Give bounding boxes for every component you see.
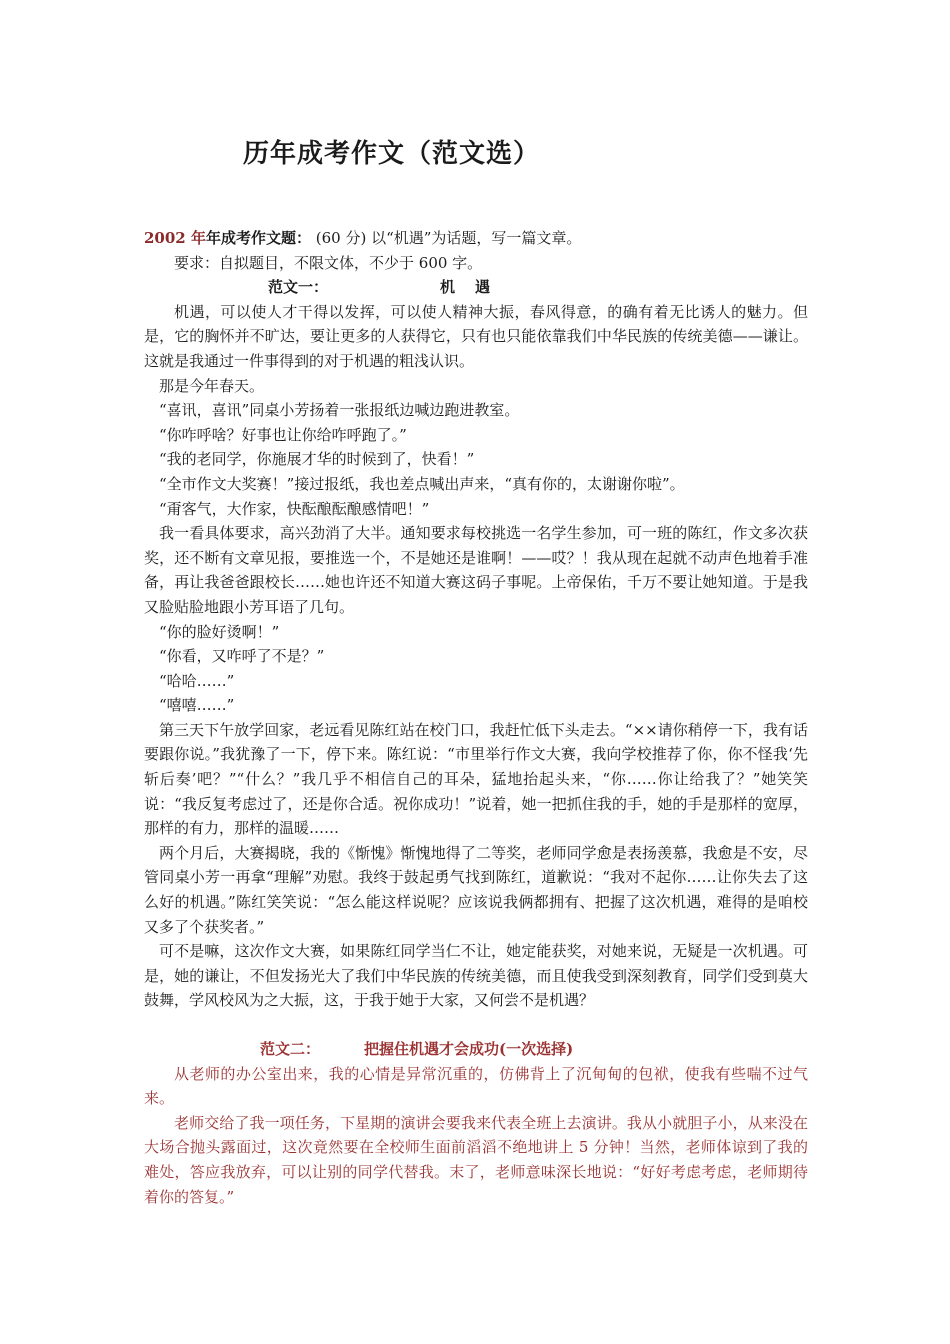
essay1-paragraph: “哈哈……” — [159, 671, 235, 690]
essay1-paragraph: 可不是嘛，这次作文大赛，如果陈红同学当仁不让，她定能获奖，对她来说，无疑是一次机遇。可是，她的谦让，不但发扬光大了我们中华民族的传统美德，而且使我受到深刻教育，同学们受到莫大鼓舞，学风校风为之大振，这，于我于她于大家，又何尝不是机遇？ — [144, 942, 808, 1010]
essay2-paragraph: 老师交给了我一项任务，下星期的演讲会要我来代表全班上去演讲。我从小就胆子小，从来没在大场合抛头露面过，这次竟然要在全校师生面前滔滔不绝地讲上 5 分钟！当然，老师体谅到了我的难处，答应我放弃，可以让别的同学代替我。末了，老师意味深长地说：“好好考虑考虑，老师期待着你的答复。” — [144, 1113, 808, 1206]
document-body — [144, 226, 808, 1209]
document-title: 历年成考作文（范文选） — [243, 139, 541, 169]
essay1-paragraph: “我的老同学，你施展才华的时候到了，快看！” — [159, 450, 475, 469]
requirement-line: 要求：自拟题目，不限文体，不少于 600 字。 — [174, 253, 483, 272]
essay1-paragraph: “你看，又咋呼了不是？” — [159, 647, 325, 666]
essay2-paragraph: 从老师的办公室出来，我的心情是异常沉重的，仿佛背上了沉甸甸的包袱，使我有些喘不过气来。 — [144, 1064, 808, 1108]
essay1-paragraph: 机遇，可以使人才干得以发挥，可以使人精神大振，春风得意，的确有着无比诱人的魅力。但是，它的胸怀并不旷达，要让更多的人获得它，只有也只能依靠我们中华民族的传统美德——谦让。这就是我通过一件事得到的对于机遇的粗浅认识。 — [144, 302, 808, 370]
essay1-paragraph: “你的脸好烫啊！” — [159, 622, 280, 641]
essay1-paragraph: “甭客气，大作家，快酝酿酝酿感情吧！” — [159, 499, 430, 518]
topic-label: 年成考作文题： — [205, 229, 311, 247]
essay2-heading — [144, 1037, 808, 1062]
essay1-label: 范文一： — [268, 278, 329, 297]
essay1-paragraph: 那是今年春天。 — [159, 376, 265, 395]
topic-year: 2002 年 — [144, 229, 206, 247]
essay1-heading — [144, 275, 808, 300]
essay1-title: 机遇 — [440, 278, 511, 297]
essay1-paragraph: 两个月后，大赛揭晓，我的《惭愧》惭愧地得了二等奖，老师同学愈是表扬羡慕，我愈是不安，尽管同桌小芳一再拿“理解”劝慰。我终于鼓起勇气找到陈红，道歉说：“我对不起你……让你失去了这么好的机遇。”陈红笑笑说：“怎么能这样说呢？应该说我俩都拥有、把握了这次机遇，难得的是咱校又多了个获奖者。” — [144, 843, 808, 936]
essay1-paragraph: 我一看具体要求，高兴劲消了大半。通知要求每校挑选一名学生参加，可一班的陈红，作文多次获奖，还不断有文章见报，要推选一个，不是她还是谁啊！——哎？！我从现在起就不动声色地着手准备，再让我爸爸跟校长……她也许还不知道大赛这码子事呢。上帝保佑，千万不要让她知道。于是我又脸贴脸地跟小芳耳语了几句。 — [144, 524, 808, 616]
essay1-paragraph: “喜讯，喜讯”同桌小芳扬着一张报纸边喊边跑进教室。 — [159, 401, 520, 420]
essay1-paragraph: “嘻嘻……” — [159, 696, 235, 715]
topic-text: (60 分) 以“机遇”为话题，写一篇文章。 — [311, 229, 582, 247]
essay1-paragraph: 第三天下午放学回家，老远看见陈红站在校门口，我赶忙低下头走去。“××请你稍停一下，我有话要跟你说。”我犹豫了一下，停下来。陈红说：“市里举行作文大赛，我向学校推荐了你，你不怪我‘先斩后奏’吧？”“什么？”我几乎不相信自己的耳朵，猛地抬起头来，“你……你让给我了？”她笑笑说：“我反复考虑过了，还是你合适。祝你成功！”说着，她一把抓住我的手，她的手是那样的宽厚，那样的有力，那样的温暖…… — [144, 720, 808, 838]
topic-line — [144, 226, 808, 251]
essay2-title: 把握住机遇才会成功(一次选择) — [364, 1040, 574, 1058]
essay1-paragraph: “你咋呼啥？好事也让你给咋呼跑了。” — [159, 425, 407, 444]
essay1-paragraph: “全市作文大奖赛！”接过报纸，我也差点喊出声来，“真有你的，太谢谢你啦”。 — [159, 474, 685, 493]
essay2-label: 范文二： — [260, 1040, 321, 1058]
